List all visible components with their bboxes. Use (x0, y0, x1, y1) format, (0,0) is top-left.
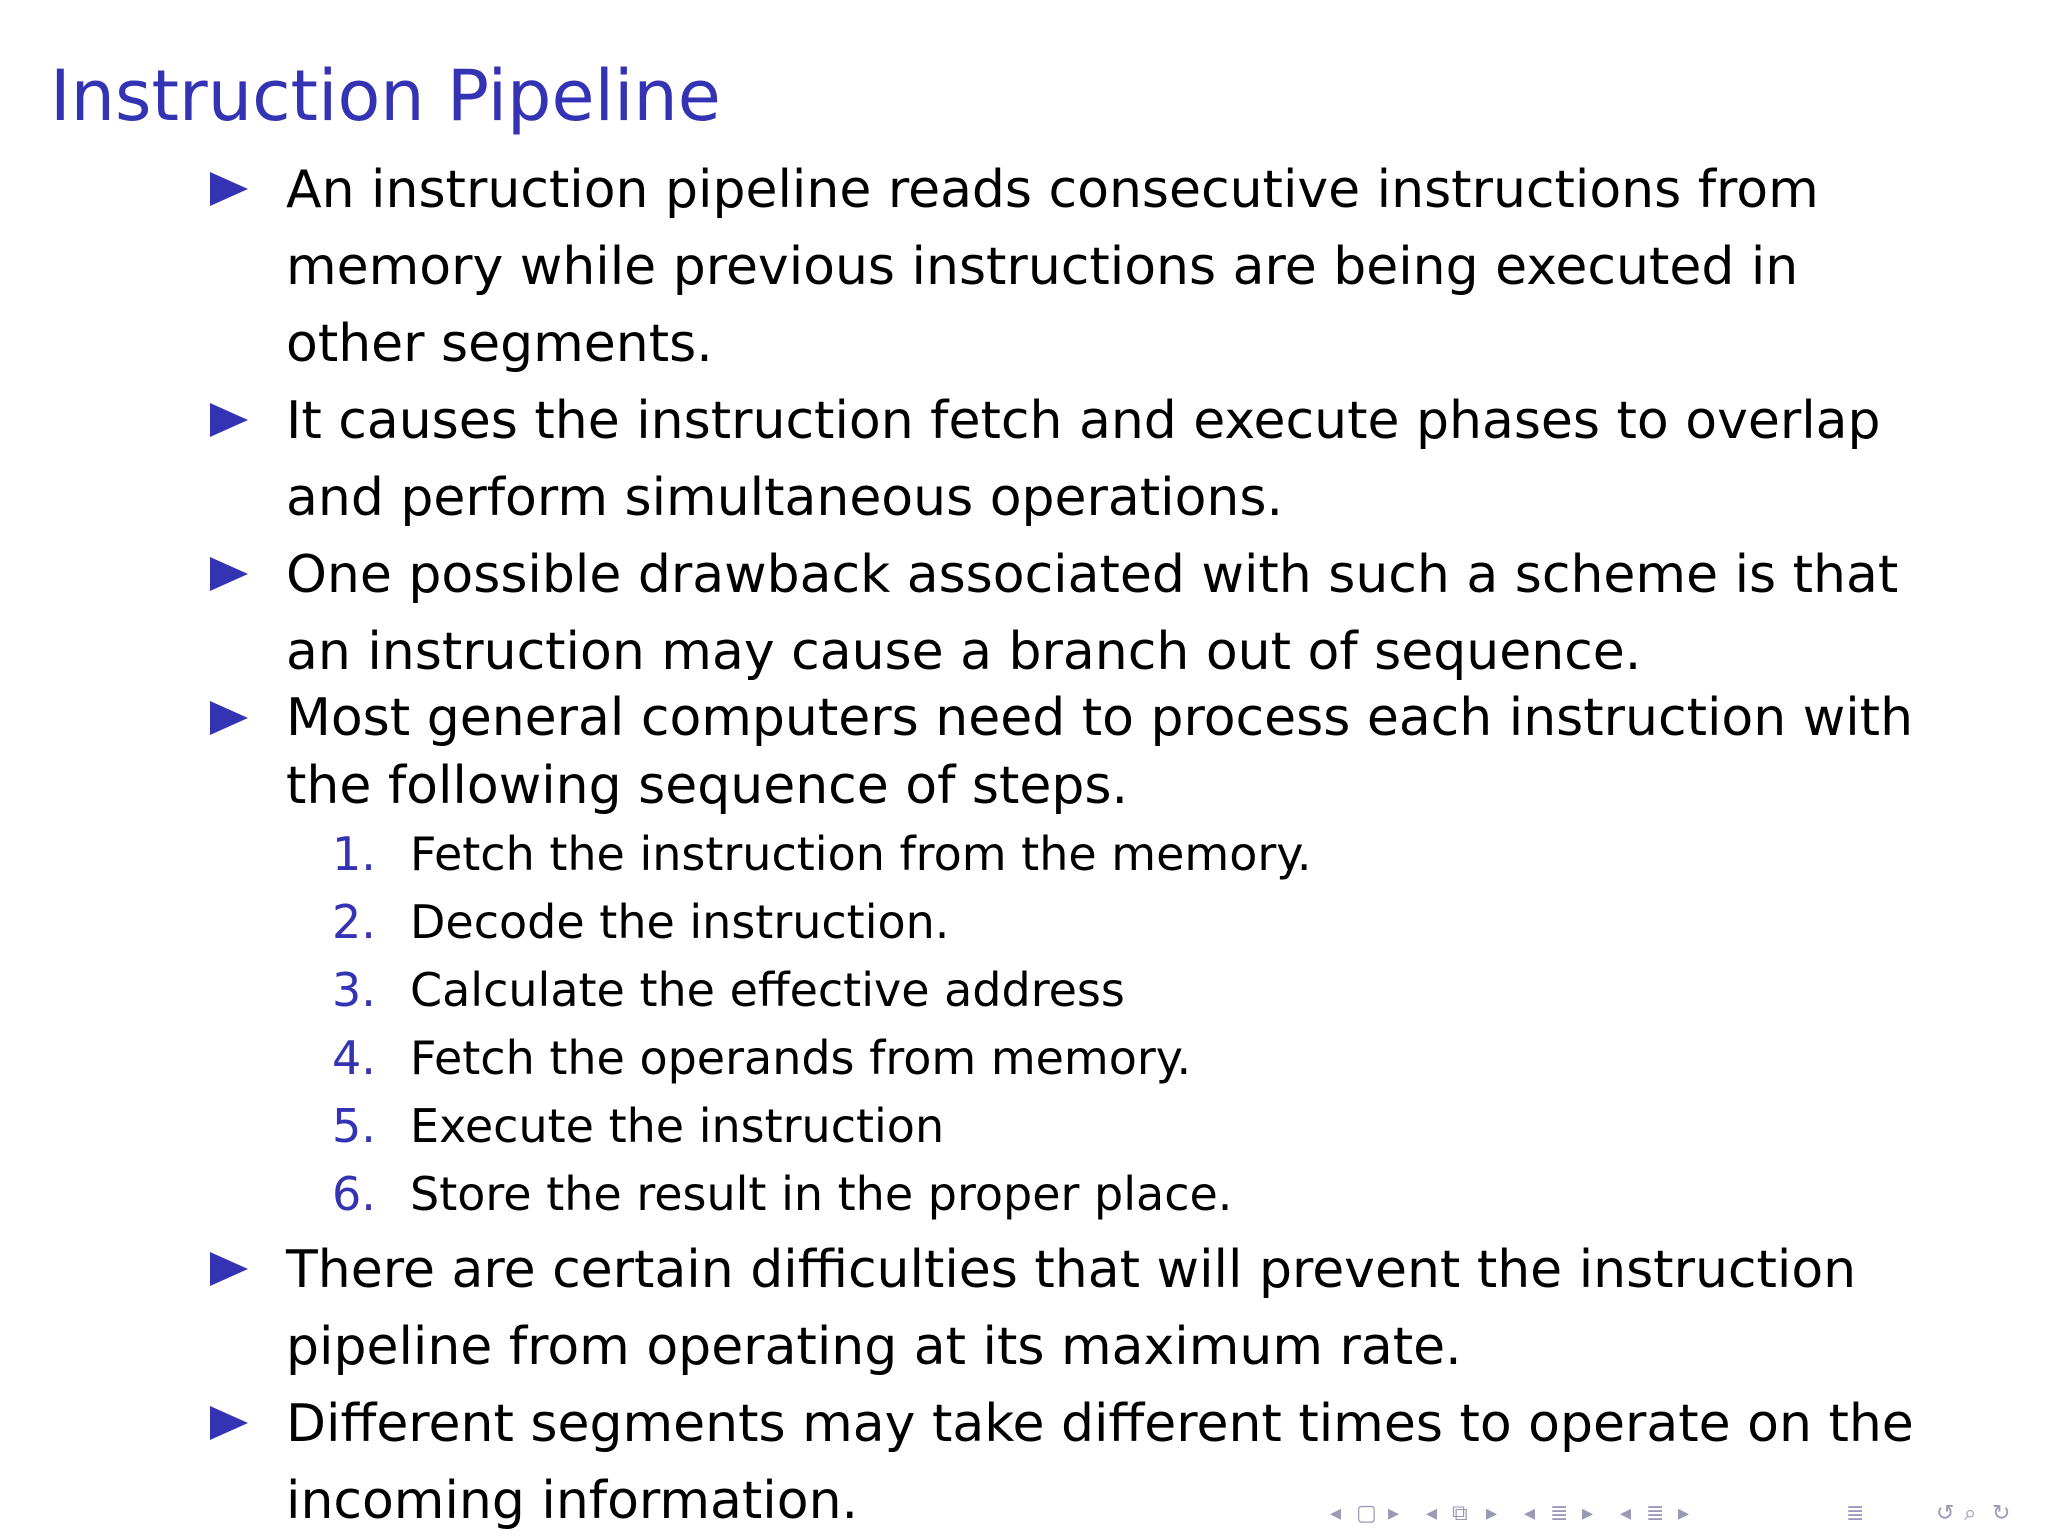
nav-next-section-icon[interactable]: ▸ (1678, 1501, 1690, 1526)
nav-section-icon[interactable]: ≣ (1550, 1501, 1569, 1526)
bullet-text (286, 1232, 1906, 1386)
nav-prev-frame-icon[interactable]: ◂ (1330, 1501, 1342, 1526)
bullet-line: and perform simultaneous operations. (286, 468, 1283, 528)
triangle-bullet-icon (210, 1406, 248, 1440)
bullet-line: Different segments may take different times to operate on the (286, 1394, 1914, 1454)
bullet-line: other segments. (286, 314, 713, 374)
triangle-bullet-icon (210, 557, 248, 591)
beamer-navigation-bar (1330, 1494, 2040, 1534)
bullet-line: It causes the instruction fetch and execute phases to overlap (286, 391, 1881, 451)
step-text: Fetch the instruction from the memory. (410, 827, 1312, 881)
step-text: Fetch the operands from memory. (410, 1031, 1192, 1085)
nav-next-subsection-icon[interactable]: ▸ (1486, 1501, 1498, 1526)
nav-align-icon[interactable]: ≣ (1846, 1501, 1865, 1526)
nav-prev-section-icon[interactable]: ◂ (1620, 1501, 1632, 1526)
triangle-bullet-icon (210, 172, 248, 206)
bullet-line: One possible drawback associated with such a scheme is that (286, 545, 1899, 605)
step-number: 3. (332, 963, 376, 1017)
bullet-text (286, 152, 1906, 383)
bullet-line: the following sequence of steps. (286, 756, 1129, 816)
nav-prev-subsection-icon[interactable]: ◂ (1426, 1501, 1438, 1526)
step-text: Execute the instruction (410, 1099, 945, 1153)
nav-frame-icon[interactable]: ▢ (1356, 1501, 1377, 1526)
nav-prev-section-icon[interactable]: ◂ (1524, 1501, 1536, 1526)
triangle-bullet-icon (210, 701, 248, 735)
step-number: 1. (332, 827, 376, 881)
nav-next-section-icon[interactable]: ▸ (1582, 1501, 1594, 1526)
step-number: 2. (332, 895, 376, 949)
step-number: 5. (332, 1099, 376, 1153)
bullet-line: Most general computers need to process each instruction with (286, 688, 1914, 748)
bullet-line: An instruction pipeline reads consecutive instructions from (286, 160, 1819, 220)
step-number: 6. (332, 1167, 376, 1221)
nav-back-icon[interactable]: ↺ (1936, 1501, 1955, 1526)
step-text: Calculate the effective address (410, 963, 1125, 1017)
page-title: Instruction Pipeline (50, 55, 721, 137)
nav-forward-icon[interactable]: ↻ (1992, 1501, 2011, 1526)
step-text: Decode the instruction. (410, 895, 950, 949)
bullet-line: incoming information. (286, 1471, 859, 1531)
step-text: Store the result in the proper place. (410, 1167, 1233, 1221)
nav-subsection-icon[interactable]: ⧉ (1452, 1501, 1468, 1526)
nav-next-frame-icon[interactable]: ▸ (1388, 1501, 1400, 1526)
bullet-line: an instruction may cause a branch out of sequence. (286, 622, 1642, 682)
bullet-line: pipeline from operating at its maximum rate. (286, 1317, 1462, 1377)
bullet-line: There are certain difficulties that will prevent the instruction (286, 1240, 1857, 1300)
bullet-text (286, 684, 1914, 820)
triangle-bullet-icon (210, 403, 248, 437)
nav-section-icon[interactable]: ≣ (1646, 1501, 1665, 1526)
step-number: 4. (332, 1031, 376, 1085)
bullet-line: memory while previous instructions are being executed in (286, 237, 1799, 297)
bullet-text (286, 537, 1906, 691)
bullet-text (286, 383, 1906, 537)
triangle-bullet-icon (210, 1252, 248, 1286)
nav-search-icon[interactable]: ⌕ (1964, 1501, 1977, 1526)
